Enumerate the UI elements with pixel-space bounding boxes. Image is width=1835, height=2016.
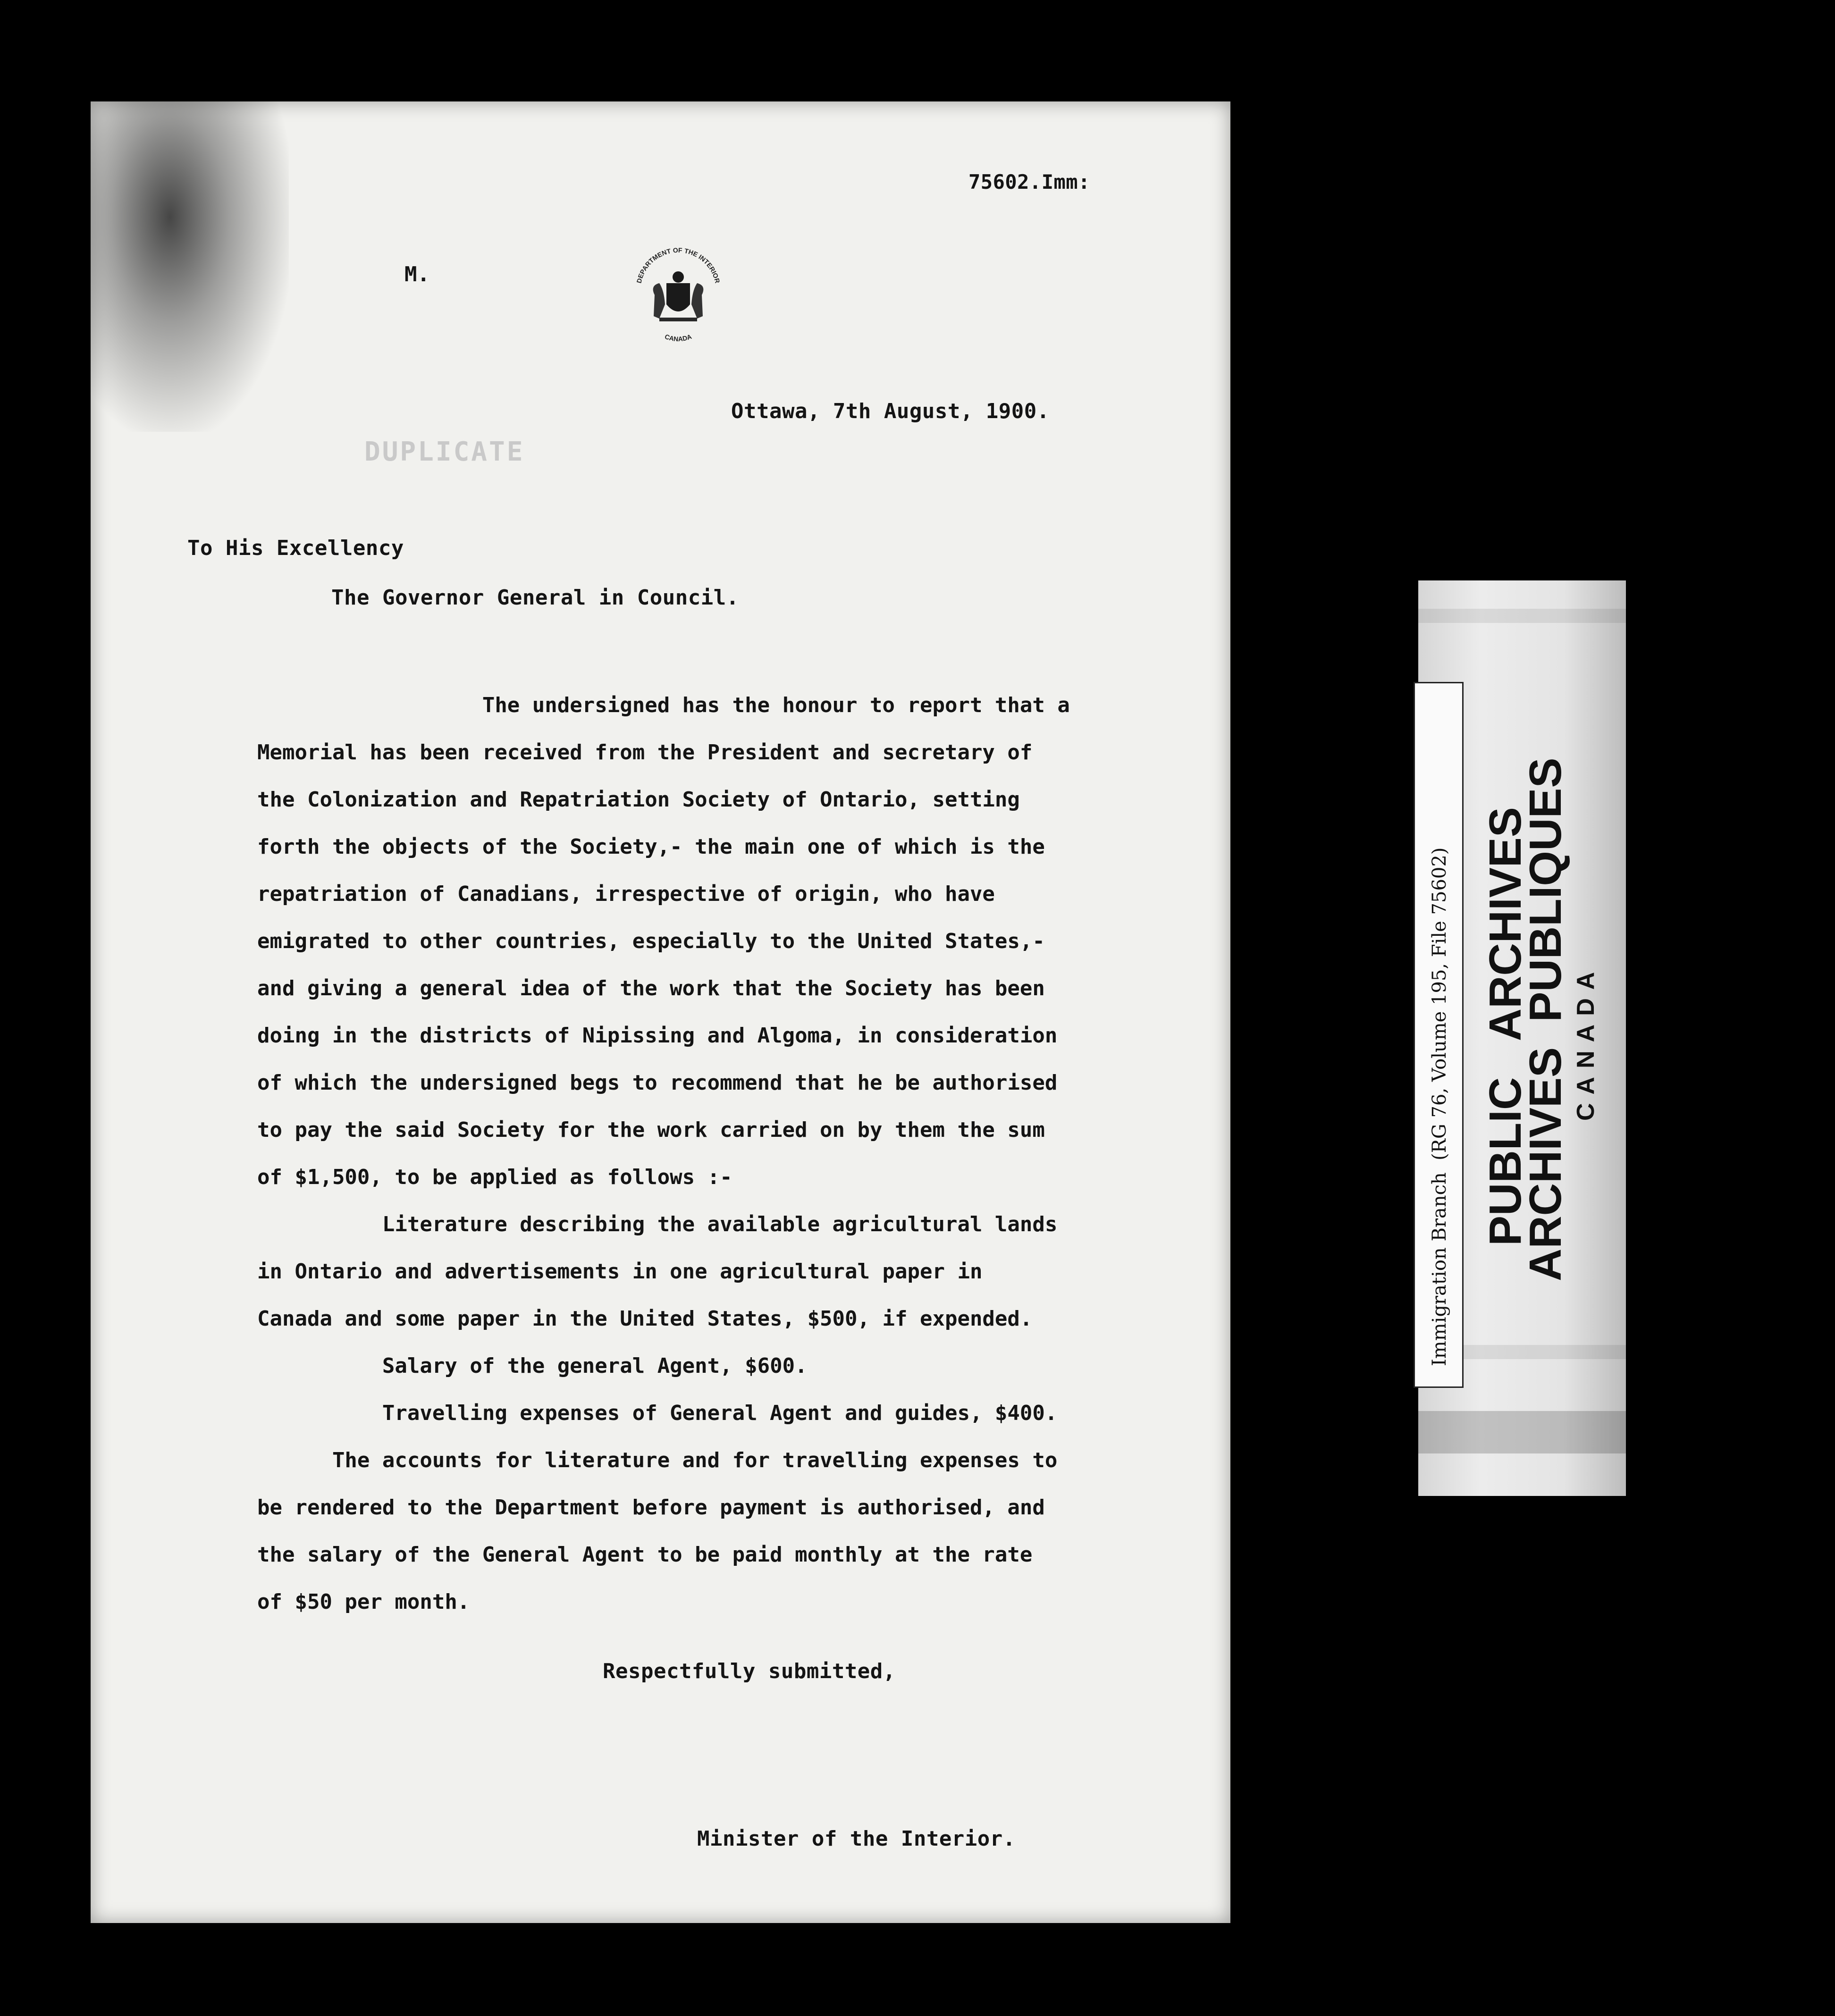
- body-line: Memorial has been received from the President and secretary of: [257, 740, 1033, 764]
- body-line: The undersigned has the honour to report that a: [257, 693, 1070, 717]
- svg-text:CANADA: [664, 333, 692, 343]
- body-line: repatriation of Canadians, irrespective of origin, who have: [257, 882, 995, 906]
- body-line: the salary of the General Agent to be paid monthly at the rate: [257, 1543, 1033, 1567]
- body-line: the Colonization and Repatriation Society of Ontario, setting: [257, 788, 1020, 812]
- letter-page: [91, 101, 1230, 1923]
- body-line: forth the objects of the Society,- the main one of which is the: [257, 835, 1045, 859]
- body-line: to pay the said Society for the work carried on by them the sum: [257, 1118, 1045, 1142]
- card-band: [1418, 1411, 1626, 1453]
- signature-title: Minister of the Interior.: [697, 1827, 1016, 1851]
- body-line: Travelling expenses of General Agent and guides, $400.: [257, 1401, 1058, 1425]
- body-line: Canada and some paper in the United States, $500, if expended.: [257, 1307, 1033, 1331]
- archive-label-line-3: CANADA: [1572, 963, 1599, 1121]
- body-line: of $1,500, to be applied as follows :-: [257, 1165, 732, 1189]
- closing: Respectfully submitted,: [603, 1659, 896, 1683]
- body-line: be rendered to the Department before payment is authorised, and: [257, 1495, 1045, 1520]
- smudge-shadow: [91, 101, 289, 432]
- body-line: The accounts for literature and for travelling expenses to: [257, 1448, 1058, 1472]
- marker-m: M.: [404, 262, 430, 286]
- faded-stamp: DUPLICATE: [364, 437, 525, 467]
- body-line: Literature describing the available agricultural lands: [257, 1212, 1058, 1236]
- body-line: in Ontario and advertisements in one agricultural paper in: [257, 1260, 983, 1284]
- archive-label-line-2: ARCHIVES PUBLIQUES: [1520, 757, 1571, 1281]
- addressee-line-1: To His Excellency: [187, 536, 404, 560]
- body-line: Salary of the general Agent, $600.: [257, 1354, 808, 1378]
- body-line: emigrated to other countries, especially to the United States,-: [257, 929, 1045, 953]
- addressee-line-2: The Governor General in Council.: [331, 586, 739, 610]
- body-line: and giving a general idea of the work that the Society has been: [257, 976, 1045, 1000]
- crest-top-arc: DEPARTMENT OF THE INTERIOR: [635, 246, 722, 284]
- card-band: [1418, 609, 1626, 623]
- letter-body: [257, 682, 1225, 1626]
- date-line: Ottawa, 7th August, 1900.: [731, 399, 1050, 423]
- archive-label-line-1: PUBLIC ARCHIVES: [1480, 807, 1531, 1246]
- department-crest-icon: [626, 238, 730, 352]
- body-line: of $50 per month.: [257, 1590, 470, 1614]
- body-line: of which the undersigned begs to recommend that he be authorised: [257, 1071, 1058, 1095]
- file-reference: 75602.Imm:: [968, 170, 1090, 193]
- body-line: doing in the districts of Nipissing and Algoma, in consideration: [257, 1024, 1058, 1048]
- file-sticker-text: Immigration Branch (RG 76, Volume 195, File 75602): [1429, 847, 1450, 1366]
- crest-bottom-arc: CANADA: [664, 332, 693, 343]
